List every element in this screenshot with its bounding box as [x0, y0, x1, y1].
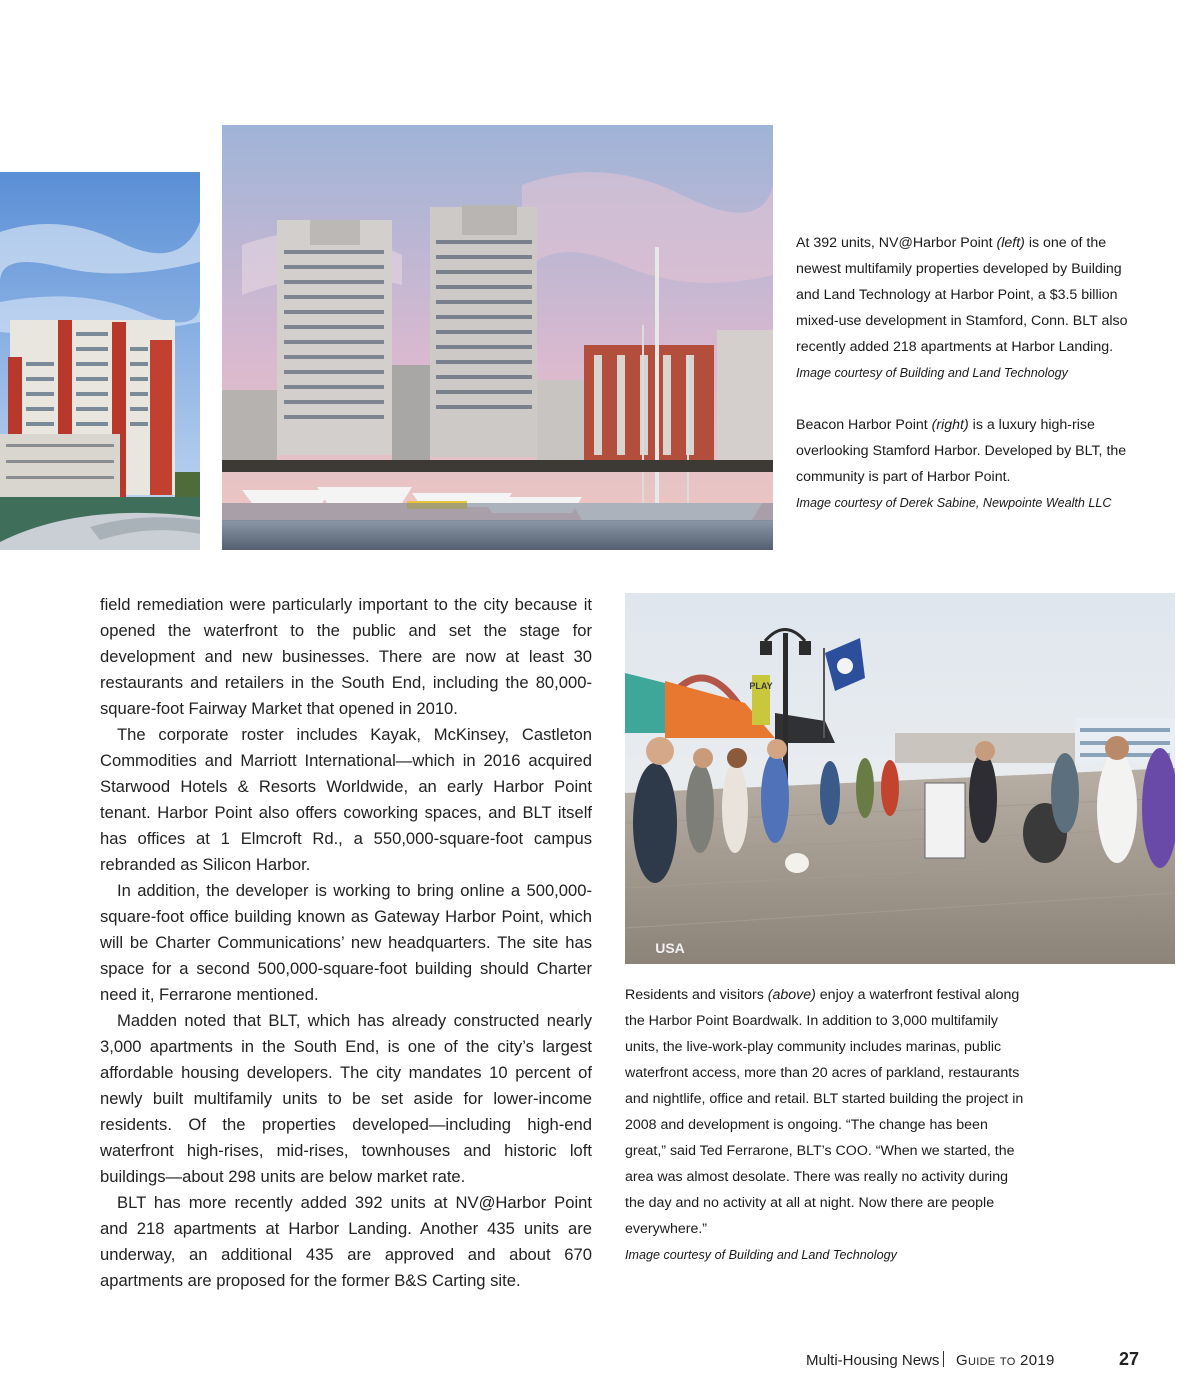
- caption-paragraph: [625, 982, 1025, 1242]
- article-body: [100, 592, 592, 1294]
- image-credit: Image courtesy of Building and Land Technology: [796, 366, 1068, 380]
- caption-text: At 392 units, NV@Harbor Point: [796, 235, 997, 251]
- waterfront-towers-marina-photo: [222, 125, 773, 550]
- guide-title: Guide to 2019: [956, 1352, 1055, 1369]
- image-credit: Image courtesy of Building and Land Technology: [625, 1248, 897, 1262]
- photo-caption-top: [796, 230, 1136, 516]
- svg-text:PLAY: [749, 681, 772, 691]
- usa-banner-text: USA: [655, 940, 685, 956]
- caption-emphasis: (above): [767, 987, 816, 1003]
- body-paragraph: The corporate roster includes Kayak, McKinsey, Castleton Commodities and Marriott International—which in 2016 acquired Starwood Hotels & Resorts Worldwide, an early Harbor Point tenant. Harbor Point also offers coworking spaces, and BLT itself has offices at 1 Elmcroft Rd., a 550,000-square-foot campus rebranded as Silicon Harbor.: [100, 725, 592, 874]
- body-paragraph: BLT has more recently added 392 units at NV@Harbor Point and 218 apartments at Harbor Landing. Another 435 units are underway, an additional 435 are approved and about 670 apartments are proposed for the former B&S Carting site.: [100, 1193, 592, 1290]
- caption-paragraph: [796, 412, 1136, 490]
- page-number: 27: [1119, 1349, 1140, 1369]
- page-footer: [806, 1350, 1146, 1374]
- highrise-building-photo: [0, 172, 200, 550]
- publication-name: Multi-Housing News: [806, 1352, 940, 1369]
- image-credit: Image courtesy of Derek Sabine, Newpointe Wealth LLC: [796, 496, 1112, 510]
- caption-text: Residents and visitors: [625, 987, 768, 1003]
- play-sign-text: PLAY: [749, 681, 773, 691]
- caption-text: Beacon Harbor Point: [796, 417, 932, 433]
- footer-divider: [943, 1351, 944, 1367]
- caption-emphasis: (right): [931, 417, 969, 433]
- caption-text: enjoy a waterfront festival along the Harbor Point Boardwalk. In addition to 3,000 multifamily units, the live-work-play community includes marinas, public waterfront access, more than 20 acres of parkland, restaurants and nightlife, office and retail. BLT started building the project in 2008 and development is ongoing. “The change has been great,” said Ted Ferrarone, BLT’s COO. “When we started, the area was almost desolate. There was really no activity during the day and no activity at all at night. Now there are people everywhere.”: [625, 987, 1024, 1237]
- boardwalk-festival-photo: [625, 593, 1175, 964]
- body-paragraph: Madden noted that BLT, which has already constructed nearly 3,000 apartments in the South End, is one of the city’s largest affordable housing developers. The city mandates 10 percent of newly built multifamily units to be set aside for lower-income residents. Of the properties developed—including high-end waterfront high-rises, mid-rises, townhouses and historic loft buildings—about 298 units are below market rate.: [100, 1011, 592, 1186]
- caption-text: is one of the newest multifamily properties developed by Building and Land Technology at Harbor Point, a $3.5 billion mixed-use development in Stamford, Conn. BLT also recently added 218 apartments at Harbor Landing.: [796, 235, 1128, 355]
- caption-emphasis: (left): [996, 235, 1025, 251]
- svg-text:USA: [655, 940, 685, 956]
- body-paragraph: field remediation were particularly important to the city because it opened the waterfront to the public and set the stage for development and new businesses. There are now at least 30 restaurants and retailers in the South End, including the 80,000-square-foot Fairway Market that opened in 2010.: [100, 595, 592, 718]
- photo-caption-bottom: [625, 982, 1025, 1268]
- body-paragraph: In addition, the developer is working to bring online a 500,000-square-foot office building known as Gateway Harbor Point, which will be Charter Communications’ new headquarters. The site has space for a second 500,000-square-foot building should Charter need it, Ferrarone mentioned.: [100, 881, 592, 1004]
- caption-paragraph: [796, 230, 1136, 360]
- caption-text: is a luxury high-rise overlooking Stamford Harbor. Developed by BLT, the community is part of Harbor Point.: [796, 417, 1127, 485]
